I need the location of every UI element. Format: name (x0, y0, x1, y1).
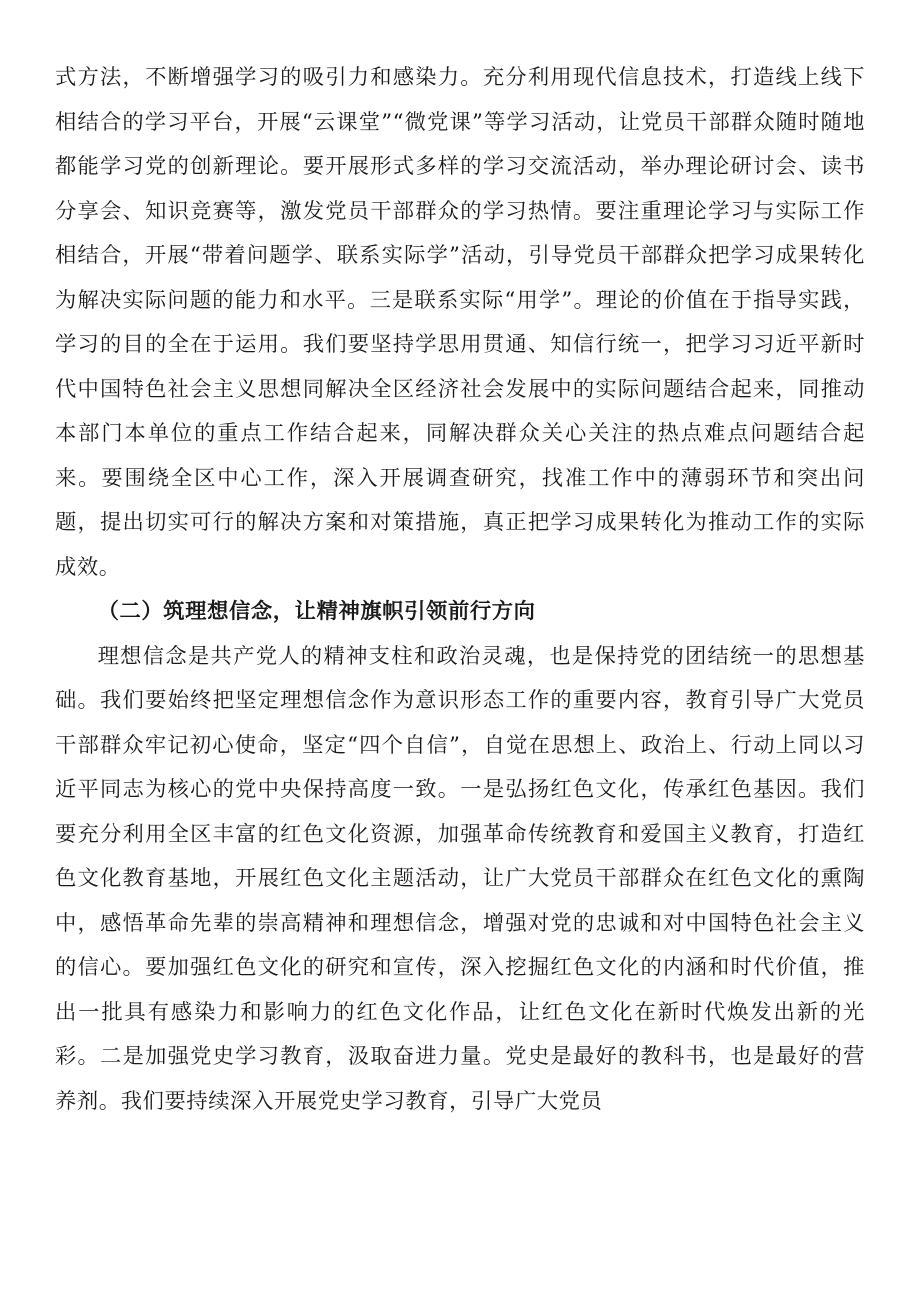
body-paragraph: 式方法，不断增强学习的吸引力和感染力。充分利用现代信息技术，打造线上线下相结合的学习平台，开展“云课堂”“微党课”等学习活动，让党员干部群众随时随地都能学习党的创新理论。要开展形式多样的学习交流活动，举办理论研讨会、读书分享会、知识竞赛等，激发党员干部群众的学习热情。要注重理论学习与实际工作相结合，开展“带着问题学、联系实际学”活动，引导党员干部群众把学习成果转化为解决实际问题的能力和水平。三是联系实际“用学”。理论的价值在于指导实践，学习的目的全在于运用。我们要坚持学思用贯通、知信行统一，把学习习近平新时代中国特色社会主义思想同解决全区经济社会发展中的实际问题结合起来，同推动本部门本单位的重点工作结合起来，同解决群众关心关注的热点难点问题结合起来。要围绕全区中心工作，深入开展调查研究，找准工作中的薄弱环节和突出问题，提出切实可行的解决方案和对策措施，真正把学习成果转化为推动工作的实际成效。 (55, 65, 865, 580)
section-heading: （二）筑理想信念，让精神旗帜引领前行方向 (97, 599, 536, 624)
document-page (55, 56, 865, 1124)
body-paragraph: 理想信念是共产党人的精神支柱和政治灵魂，也是保持党的团结统一的思想基础。我们要始终把坚定理想信念作为意识形态工作的重要内容，教育引导广大党员干部群众牢记初心使命，坚定“四个自信”，自觉在思想上、政治上、行动上同以习近平同志为核心的党中央保持高度一致。一是弘扬红色文化，传承红色基因。我们要充分利用全区丰富的红色文化资源，加强革命传统教育和爱国主义教育，打造红色文化教育基地，开展红色文化主题活动，让广大党员干部群众在红色文化的熏陶中，感悟革命先辈的崇高精神和理想信念，增强对党的忠诚和对中国特色社会主义的信心。要加强红色文化的研究和宣传，深入挖掘红色文化的内涵和时代价值，推出一批具有感染力和影响力的红色文化作品，让红色文化在新时代焕发出新的光彩。二是加强党史学习教育，汲取奋进力量。党史是最好的教科书，也是最好的营养剂。我们要持续深入开展党史学习教育，引导广大党员 (55, 643, 865, 1114)
